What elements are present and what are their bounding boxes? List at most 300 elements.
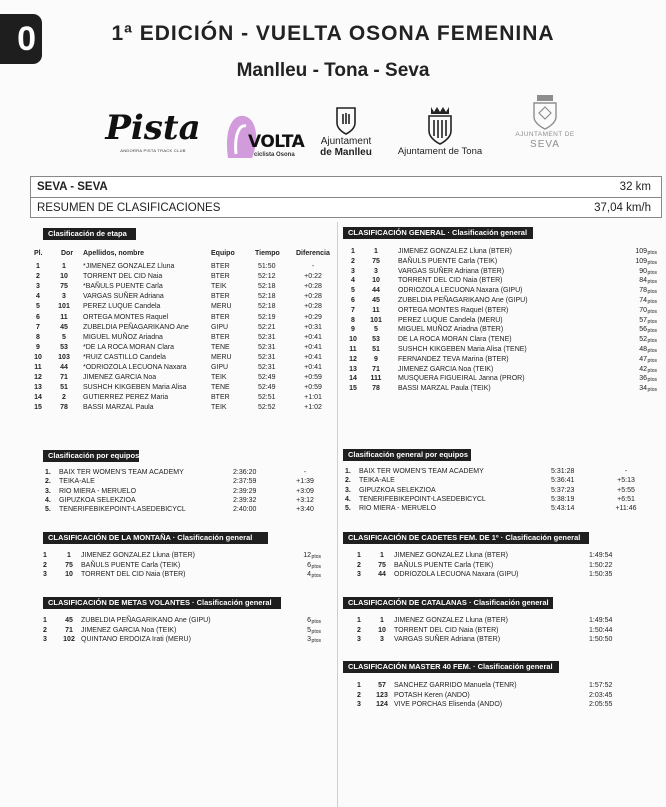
etapa-pl: 11 [34, 364, 42, 371]
etapa-pl: 12 [34, 374, 42, 382]
cadetes-name: ODRIOZOLA LECUONA Naxara (GIPU) [394, 571, 519, 578]
montana-row [43, 561, 333, 570]
general-row [343, 316, 663, 325]
cadetes-row [343, 561, 663, 570]
general-pts-unit: ptos [647, 289, 657, 296]
etapa-time: 52:18 [258, 293, 276, 301]
general-pts-unit: ptos [647, 250, 657, 256]
general-dor: 11 [372, 306, 380, 314]
master-pl: 2 [357, 691, 361, 699]
general-dor: 111 [370, 375, 382, 383]
master-header: CLASIFICACIÓN MASTER 40 FEM. · Clasificación general [343, 661, 559, 673]
general_equipos-name: RIO MIERA - MERUELO [359, 505, 437, 513]
equipos-header: Clasificación por equipos [43, 450, 139, 462]
general-pl: 15 [349, 385, 357, 393]
montana-name: BAÑULS PUENTE Carla (TEIK) [81, 561, 181, 569]
equipos-diff: +3:40 [296, 506, 314, 514]
montana-pts-unit: ptos [311, 573, 321, 579]
etapa-pl: 9 [36, 343, 40, 351]
general_equipos-name: GIPUZKOA SELEKZIOA [359, 486, 436, 494]
general-pl: 2 [351, 257, 355, 265]
equipos-pl: 4. [45, 496, 51, 504]
stage-name: SEVA - SEVA [37, 181, 108, 193]
general-pl: 9 [351, 326, 355, 334]
general-pts: 57 [639, 316, 647, 324]
manlleu-logo: Ajuntament de Manlleu [310, 106, 382, 168]
etapa-dor: 51 [60, 384, 68, 392]
metas-pl: 1 [43, 617, 47, 624]
montana-pts-unit: ptos [311, 563, 321, 570]
general-pl: 6 [351, 297, 355, 304]
general_equipos-diff: +11:46 [615, 505, 637, 513]
general-pts: 90 [639, 267, 647, 275]
cadetes-dor: 1 [380, 552, 384, 559]
metas-pl: 2 [43, 626, 47, 634]
etapa-name: TORRENT DEL CID Naia [83, 273, 163, 281]
montana-pts-unit: ptos [311, 554, 321, 560]
cadetes-pl: 1 [357, 552, 361, 559]
equipos-row [43, 468, 333, 477]
cadetes-dor: 75 [378, 561, 386, 569]
etapa-diff: +1:02 [304, 404, 322, 412]
catalanas-dor: 10 [378, 626, 386, 634]
etapa-name: GUTIERREZ PEREZ Maria [83, 394, 169, 402]
metas-pts: 6 [307, 617, 311, 624]
general_equipos-pl: 2. [345, 477, 351, 485]
montana-pts: 4 [307, 571, 311, 578]
general-pts: 56 [639, 326, 647, 334]
catalanas-row [343, 626, 663, 635]
general-row [343, 276, 663, 285]
equipos-pl: 2. [45, 478, 51, 486]
general-pts: 109 [635, 248, 647, 255]
equipos-time: 2:40:00 [233, 506, 257, 514]
etapa-pl: 2 [36, 273, 40, 281]
etapa-header: Clasificación de etapa [43, 228, 136, 240]
etapa-time: 52:18 [258, 303, 276, 311]
metas-dor: 102 [63, 636, 75, 643]
general-pl: 13 [349, 365, 357, 373]
master-row [343, 700, 663, 709]
etapa-team: GIPU [211, 323, 229, 331]
general_equipos-time: 5:37:23 [551, 486, 575, 494]
general-row [343, 257, 663, 266]
general-dor: 45 [372, 297, 380, 304]
summary-label: RESUMEN DE CLASIFICACIONES [37, 202, 221, 214]
general-row [343, 345, 663, 354]
montana-pts: 12 [303, 552, 311, 559]
master-name: SANCHEZ GARRIDO Manuela (TENR) [394, 682, 517, 689]
etapa-diff: +0:31 [304, 323, 322, 331]
master-row [343, 681, 663, 690]
general-row [343, 247, 663, 256]
general-pts: 42 [639, 365, 647, 373]
general_equipos-diff: +6:51 [617, 495, 635, 503]
general-row [343, 374, 663, 383]
general-pl: 4 [351, 277, 355, 285]
etapa-team: MERU [211, 353, 232, 361]
general-name: TORRENT DEL CID Naia (BTER) [398, 277, 503, 285]
etapa-time: 52:49 [258, 374, 276, 382]
metas-name: JIMENEZ GARCIA Noa (TEIK) [81, 626, 177, 634]
etapa-team: TEIK [211, 283, 227, 291]
etapa-dor: 3 [62, 293, 66, 301]
etapa-time: 52:18 [258, 283, 276, 291]
equipos-diff: +1:39 [296, 478, 314, 486]
general-dor: 1 [374, 248, 378, 255]
etapa-team: TENE [211, 343, 230, 351]
general-row [343, 325, 663, 334]
general_equipos-diff: +5:13 [617, 477, 635, 485]
general-dor: 3 [374, 267, 378, 275]
montana-pts: 6 [307, 561, 311, 569]
etapa-row [30, 292, 340, 301]
montana-dor: 10 [65, 571, 73, 578]
general-pl: 5 [351, 287, 355, 295]
general-name: PEREZ LUQUE Candela (MERU) [398, 316, 503, 324]
equipos-time: 2:39:29 [233, 487, 257, 495]
etapa-diff: +1:01 [304, 394, 322, 402]
etapa-row [30, 383, 340, 392]
volta-logo: VOLTA ciclista Osona [222, 110, 317, 165]
general-name: SUSHCH KIKGEBEN Maria Alisa (TENE) [398, 346, 527, 353]
etapa-team: TEIK [211, 404, 227, 412]
equipos-diff: +3:09 [296, 487, 314, 495]
general-pts: 52 [639, 336, 647, 344]
etapa-time: 52:31 [258, 333, 276, 341]
cadetes-row [343, 551, 663, 560]
general-pts: 34 [639, 385, 647, 393]
general-name: FERNANDEZ TEVA Marina (BTER) [398, 355, 509, 363]
etapa-time: 52:31 [258, 343, 276, 351]
etapa-diff: +0:41 [304, 333, 322, 341]
cadetes-time: 1:49:54 [589, 552, 613, 559]
general-name: JIMENEZ GARCIA Noa (TEIK) [398, 365, 494, 373]
general-row [343, 267, 663, 276]
catalanas-pl: 1 [357, 617, 361, 624]
montana-pl: 1 [43, 552, 47, 559]
etapa-pl: 7 [36, 323, 40, 331]
general-dor: 5 [374, 326, 378, 334]
etapa-row [30, 313, 340, 322]
metas-pts-unit: ptos [311, 628, 321, 635]
catalanas-pl: 3 [357, 636, 361, 643]
general-pts-unit: ptos [647, 387, 657, 394]
equipos-row [43, 487, 333, 496]
general-pts-unit: ptos [647, 357, 657, 364]
tona-logo: Ajuntament de Tona [390, 104, 490, 166]
general-pts: 48 [639, 346, 647, 353]
general-name: ODRIOZOLA LECUONA Naxara (GIPU) [398, 287, 523, 295]
general-row [343, 384, 663, 393]
general-name: VARGAS SUÑER Adriana (BTER) [398, 267, 505, 275]
etapa-row [30, 302, 340, 311]
catalanas-pl: 2 [357, 626, 361, 634]
general-pts-unit: ptos [647, 348, 657, 354]
etapa-dor: 5 [62, 333, 66, 341]
page-subtitle: Manlleu - Tona - Seva [236, 60, 430, 81]
etapa-row [30, 262, 340, 271]
catalanas-name: JIMENEZ GONZALEZ Lluna (BTER) [394, 617, 508, 624]
etapa-name: VARGAS SUÑER Adriana [83, 293, 164, 301]
cadetes-name: BAÑULS PUENTE Carla (TEIK) [394, 561, 494, 569]
etapa-pl: 1 [36, 263, 40, 270]
general_equipos-time: 5:36:41 [551, 477, 575, 485]
general-pts: 47 [639, 355, 647, 363]
general-pl: 11 [349, 346, 357, 353]
etapa-team: MERU [211, 303, 232, 311]
general-pts-unit: ptos [647, 338, 657, 345]
etapa-name: ZUBELDIA PEÑAGARIKANO Ane [83, 323, 189, 331]
master-name: POTASH Keren (ANDO) [394, 691, 470, 699]
general-row [343, 355, 663, 364]
general-pts-unit: ptos [647, 299, 657, 305]
general-pl: 12 [349, 355, 357, 363]
etapa-dor: 44 [60, 364, 68, 371]
montana-dor: 75 [65, 561, 73, 569]
etapa-pl: 15 [34, 404, 42, 412]
general-header: CLASIFICACIÓN GENERAL · Clasificación general [343, 227, 533, 239]
montana-name: TORRENT DEL CID Naia (BTER) [81, 571, 186, 578]
etapa-name: JIMENEZ GARCIA Noa [83, 374, 157, 382]
metas-header: CLASIFICACIÓN DE METAS VOLANTES · Clasificación general [43, 597, 281, 609]
general_equipos-row [343, 495, 663, 504]
master-time: 2:05:55 [589, 701, 613, 708]
equipos-name: TEIKA-ALE [59, 478, 95, 486]
etapa-time: 52:31 [258, 364, 276, 371]
etapa-pl: 3 [36, 283, 40, 291]
master-name: VIVE PORCHAS Elisenda (ANDO) [394, 701, 503, 708]
equipos-row [43, 505, 333, 514]
etapa-diff: +0:59 [304, 374, 322, 382]
catalanas-row [343, 616, 663, 625]
metas-dor: 45 [65, 617, 73, 624]
etapa-diff: +0:29 [304, 313, 322, 321]
equipos-time: 2:39:32 [233, 496, 257, 504]
etapa-pl: 6 [36, 313, 40, 321]
general_equipos-row [343, 467, 663, 476]
etapa-name: *DE LA ROCA MORAN Clara [83, 343, 175, 351]
catalanas-time: 1:50:44 [589, 626, 613, 634]
general-pts-unit: ptos [647, 377, 657, 384]
general-pl: 7 [351, 306, 355, 314]
equipos-row [43, 496, 333, 505]
etapa-team: BTER [211, 273, 230, 281]
catalanas-name: TORRENT DEL CID Naia (BTER) [394, 626, 499, 634]
metas-row [43, 635, 333, 644]
general-pts-unit: ptos [647, 308, 657, 315]
etapa-diff: +0:41 [304, 364, 322, 371]
etapa-row [30, 272, 340, 281]
etapa-dor: 11 [60, 313, 68, 321]
general-name: MUSQUERA FIGUEIRAL Janna (PROR) [398, 375, 525, 383]
equipos-diff: +3:12 [296, 496, 314, 504]
general-pts-unit: ptos [647, 367, 657, 374]
etapa-team: BTER [211, 293, 230, 301]
general-dor: 71 [372, 365, 380, 373]
etapa-team: BTER [211, 394, 230, 402]
general-pts: 70 [639, 306, 647, 314]
etapa-row [30, 323, 340, 332]
general-pts-unit: ptos [647, 279, 657, 286]
general_equipos-pl: 1. [345, 468, 351, 475]
general_equipos-name: TEIKA-ALE [359, 477, 395, 485]
general-row [343, 335, 663, 344]
general-dor: 75 [372, 257, 380, 265]
stage-summary-box [30, 176, 662, 218]
general_equipos-name: BAIX TER WOMEN'S TEAM ACADEMY [359, 468, 484, 475]
etapa-time: 52:51 [258, 394, 276, 402]
etapa-dor: 45 [60, 323, 68, 331]
catalanas-dor: 1 [380, 617, 384, 624]
etapa-row [30, 363, 340, 372]
etapa-pl: 14 [34, 394, 42, 402]
equipos-name: RIO MIERA - MERUELO [59, 487, 137, 495]
equipos-pl: 1. [45, 469, 51, 476]
equipos-time: 2:37:59 [233, 478, 257, 486]
montana-row [43, 551, 333, 560]
etapa-pl: 13 [34, 384, 42, 392]
general-pts: 109 [635, 257, 647, 265]
catalanas-time: 1:49:54 [589, 617, 613, 624]
general-pl: 3 [351, 267, 355, 275]
general-row [343, 365, 663, 374]
general-pts-unit: ptos [647, 259, 657, 266]
general_equipos-pl: 3. [345, 486, 351, 494]
metas-name: ZUBELDIA PEÑAGARIKANO Ane (GIPU) [81, 617, 211, 624]
etapa-diff: +0:28 [304, 283, 322, 291]
etapa-diff: +0:28 [304, 303, 322, 311]
general_equipos-time: 5:43:14 [551, 505, 575, 513]
general-row [343, 306, 663, 315]
master-dor: 123 [376, 691, 388, 699]
master-dor: 57 [378, 682, 386, 689]
catalanas-name: VARGAS SUÑER Adriana (BTER) [394, 636, 501, 643]
montana-pl: 2 [43, 561, 47, 569]
general_equipos-time: 5:38:19 [551, 495, 575, 503]
pista-logo: Pista ANDORRA PISTA TRACK CLUB [105, 108, 201, 153]
cadetes-time: 1:50:22 [589, 561, 613, 569]
general-pts-unit: ptos [647, 269, 657, 276]
general-name: MIGUEL MUÑOZ Ariadna (BTER) [398, 326, 504, 334]
cadetes-time: 1:50:35 [589, 571, 613, 578]
etapa-time: 52:31 [258, 353, 276, 361]
master-pl: 3 [357, 701, 361, 708]
general-pts-unit: ptos [647, 328, 657, 335]
page-title: 1ª EDICIÓN - VUELTA OSONA FEMENINA [111, 22, 555, 45]
etapa-dor: 103 [58, 353, 70, 361]
metas-pts-unit: ptos [311, 619, 321, 625]
etapa-team: GIPU [211, 364, 229, 371]
cadetes-pl: 2 [357, 561, 361, 569]
catalanas-time: 1:50:50 [589, 636, 613, 643]
etapa-dor: 53 [60, 343, 68, 351]
equipos-name: BAIX TER WOMEN'S TEAM ACADEMY [59, 469, 184, 476]
montana-dor: 1 [67, 552, 71, 559]
master-time: 2:03:45 [589, 691, 613, 699]
general-name: ORTEGA MONTES Raquel (BTER) [398, 306, 509, 314]
metas-row [43, 616, 333, 625]
general-row [343, 286, 663, 295]
etapa-dor: 78 [60, 404, 68, 412]
master-row [343, 691, 663, 700]
general-pl: 14 [349, 375, 357, 383]
etapa-team: TEIK [211, 374, 227, 382]
etapa-row [30, 373, 340, 382]
etapa-diff: +0:28 [304, 293, 322, 301]
equipos-time: 2:36:20 [233, 469, 257, 476]
average-speed: 37,04 km/h [594, 202, 651, 214]
general-name: ZUBELDIA PEÑAGARIKANO Ane (GIPU) [398, 297, 528, 304]
catalanas-header: CLASIFICACIÓN DE CATALANAS · Clasificación general [343, 597, 553, 609]
metas-pts: 3 [307, 636, 311, 643]
etapa-name: *ODRIOZOLA LECUONA Naxara [83, 364, 187, 371]
etapa-name: SUSHCH KIKGEBEN Maria Alisa [83, 384, 187, 392]
general-name: BAÑULS PUENTE Carla (TEIK) [398, 257, 498, 265]
master-time: 1:57:52 [589, 682, 613, 689]
etapa-time: 51:50 [258, 263, 276, 270]
etapa-row [30, 393, 340, 402]
equipos-name: TENERIFEBIKEPOINT-LASEDEBICYCL [59, 506, 186, 514]
etapa-pl: 8 [36, 333, 40, 341]
general-pts: 84 [639, 277, 647, 285]
general_equipos-pl: 5. [345, 505, 351, 513]
general-dor: 78 [372, 385, 380, 393]
general-dor: 53 [372, 336, 380, 344]
etapa-row [30, 333, 340, 342]
general-name: BASSI MARZAL Paula (TEIK) [398, 385, 491, 393]
equipos-pl: 3. [45, 487, 51, 495]
etapa-time: 52:49 [258, 384, 276, 392]
equipos-pl: 5. [45, 506, 51, 514]
general-equipos-header: Clasificación general por equipos [343, 449, 471, 461]
general-dor: 101 [370, 316, 382, 324]
cadetes-name: JIMENEZ GONZALEZ Lluna (BTER) [394, 552, 508, 559]
etapa-name: *RUIZ CASTILLO Candela [83, 353, 166, 361]
etapa-diff: +0:41 [304, 353, 322, 361]
general_equipos-name: TENERIFEBIKEPOINT-LASEDEBICYCL [359, 495, 486, 503]
general-dor: 10 [372, 277, 380, 285]
general-pts: 36 [639, 375, 647, 383]
etapa-name: *JIMENEZ GONZALEZ Lluna [83, 263, 175, 270]
general-dor: 44 [372, 287, 380, 295]
etapa-dor: 101 [58, 303, 70, 311]
etapa-time: 52:19 [258, 313, 276, 321]
etapa-dor: 71 [60, 374, 68, 382]
metas-pts-unit: ptos [311, 638, 321, 644]
general_equipos-row [343, 476, 663, 485]
etapa-dor: 2 [62, 394, 66, 402]
etapa-team: TENE [211, 384, 230, 392]
equipos-name: GIPUZKOA SELEKZIOA [59, 496, 136, 504]
etapa-diff: - [311, 263, 315, 270]
etapa-pl: 5 [36, 303, 40, 311]
equipos-diff: - [303, 469, 307, 476]
general-row [343, 296, 663, 305]
metas-dor: 71 [65, 626, 73, 634]
cadetes-pl: 3 [357, 571, 361, 578]
general-dor: 9 [374, 355, 378, 363]
metas-pl: 3 [43, 636, 47, 643]
seva-logo: AJUNTAMENT DE SEVA [505, 93, 585, 163]
catalanas-row [343, 635, 663, 644]
metas-pts: 5 [307, 626, 311, 634]
master-pl: 1 [357, 682, 361, 689]
etapa-row [30, 353, 340, 362]
etapa-diff: +0:59 [304, 384, 322, 392]
cadetes-dor: 44 [378, 571, 386, 578]
general_equipos-row [343, 486, 663, 495]
